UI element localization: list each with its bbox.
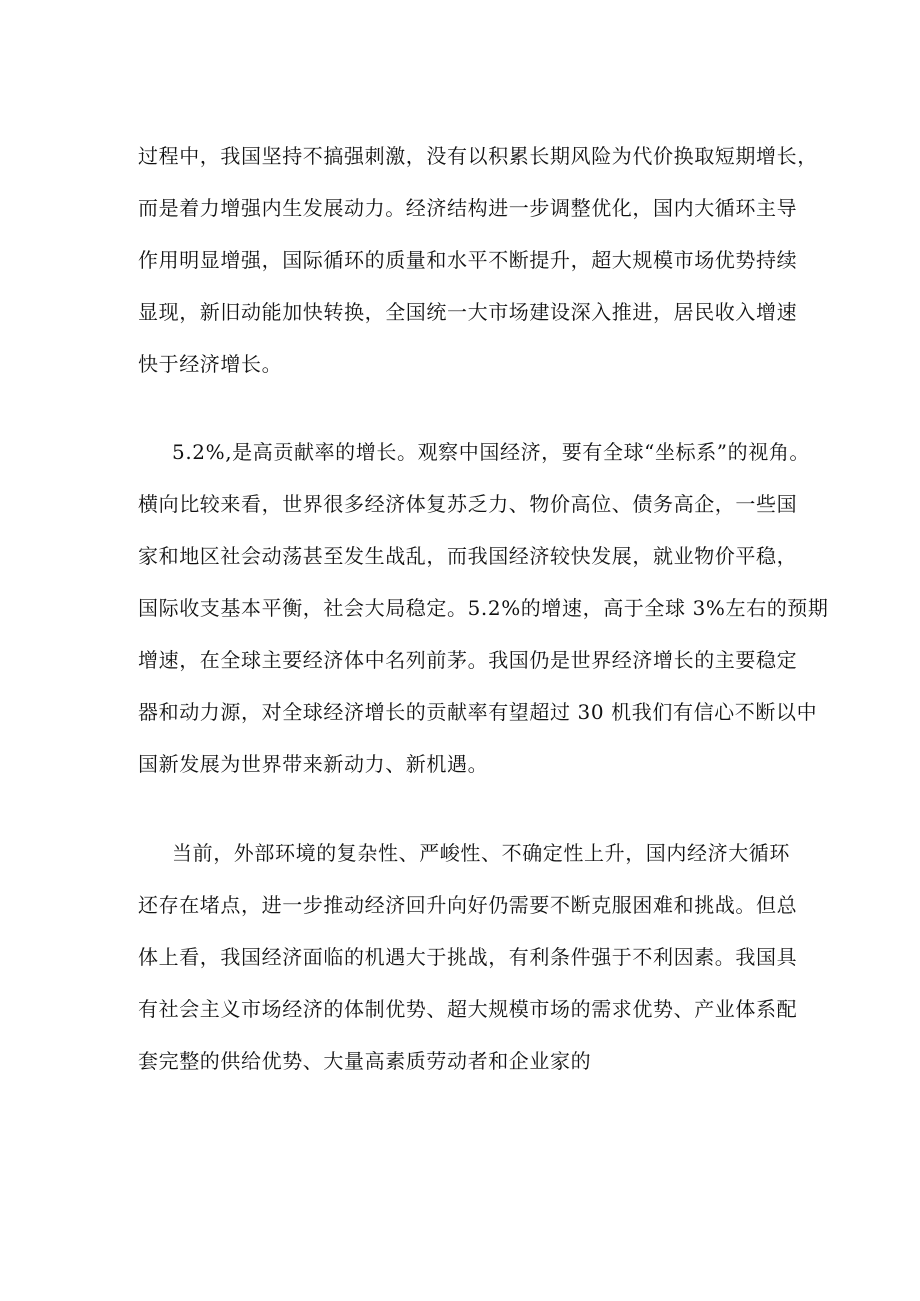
text-line: 国新发展为世界带来新动力、新机遇。 bbox=[138, 752, 489, 776]
text-line: 器和动力源，对全球经济增长的贡献率有望超过 30 机我们有信心不断以中 bbox=[138, 700, 818, 724]
paragraph-2 bbox=[138, 426, 829, 790]
text-line: 显现，新旧动能加快转换，全国统一大市场建设深入推进，居民收入增速 bbox=[138, 300, 798, 324]
text-line: 家和地区社会动荡甚至发生战乱，而我国经济较快发展，就业物价平稳， bbox=[138, 544, 798, 568]
text-line: 增速，在全球主要经济体中名列前茅。我国仍是世界经济增长的主要稳定 bbox=[138, 648, 798, 672]
text-line: 横向比较来看，世界很多经济体复苏乏力、物价高位、债务高企，一些国 bbox=[138, 492, 798, 516]
text-line: 当前，外部环境的复杂性、严峻性、不确定性上升，国内经济大循环 bbox=[172, 841, 790, 865]
text-line: 还存在堵点，进一步推动经济回升向好仍需要不断克服困难和挑战。但总 bbox=[138, 893, 798, 917]
text-line: 过程中，我国坚持不搞强刺激，没有以积累长期风险为代价换取短期增长， bbox=[138, 144, 818, 168]
text-line: 而是着力增强内生发展动力。经济结构进一步调整优化，国内大循环主导 bbox=[138, 196, 798, 220]
text-line: 快于经济增长。 bbox=[138, 352, 283, 376]
text-line: 套完整的供给优势、大量高素质劳动者和企业家的 bbox=[138, 1049, 592, 1073]
paragraph-1 bbox=[138, 130, 818, 390]
text-line: 有社会主义市场经济的体制优势、超大规模市场的需求优势、产业体系配 bbox=[138, 997, 798, 1021]
text-line: 5.2%,是高贡献率的增长。观察中国经济，要有全球“坐标系”的视角。 bbox=[172, 440, 811, 464]
paragraph-3 bbox=[138, 827, 798, 1087]
text-line: 作用明显增强，国际循环的质量和水平不断提升，超大规模市场优势持续 bbox=[138, 248, 798, 272]
text-line: 体上看，我国经济面临的机遇大于挑战，有利条件强于不利因素。我国具 bbox=[138, 945, 798, 969]
text-line: 国际收支基本平衡，社会大局稳定。5.2%的增速，高于全球 3%左右的预期 bbox=[138, 596, 829, 620]
